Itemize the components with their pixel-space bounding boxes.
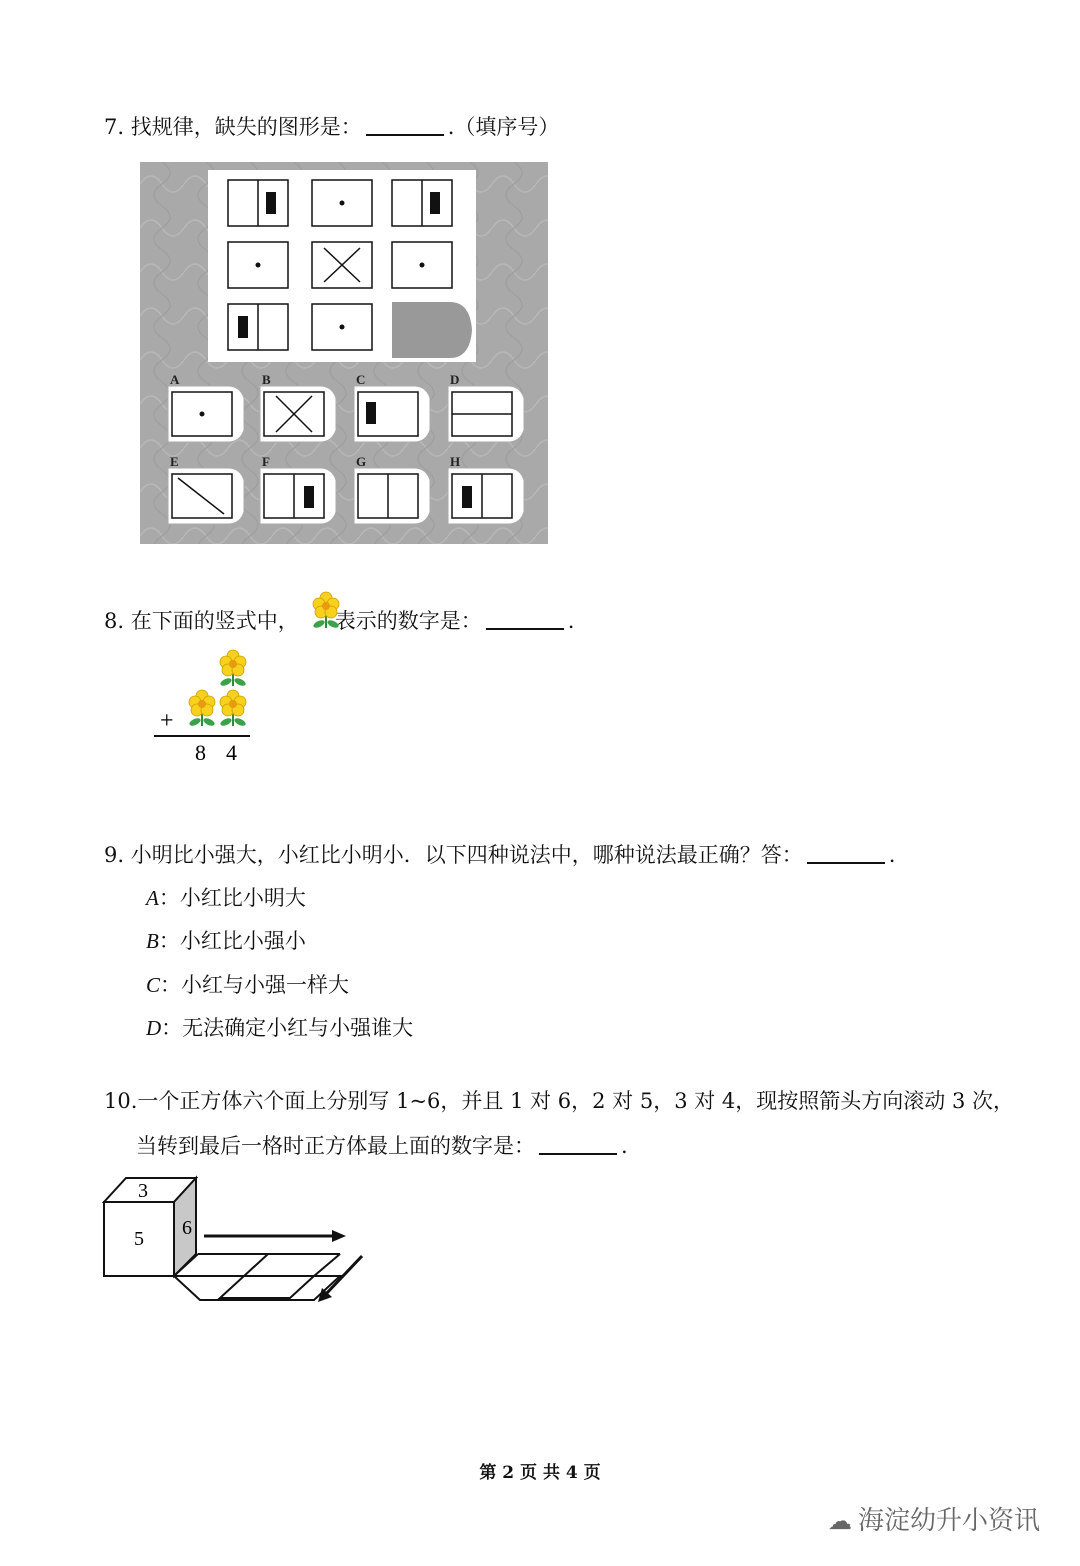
option-label: B bbox=[262, 372, 271, 387]
missing-cell bbox=[392, 302, 472, 358]
q9-text: 小明比小强大，小红比小明小．以下四种说法中，哪种说法最正确？答： bbox=[130, 843, 803, 867]
wechat-icon: ☁ bbox=[827, 1507, 852, 1535]
result-digit: 4 bbox=[226, 740, 237, 765]
question-10-line-1 bbox=[104, 1086, 1014, 1116]
grid-cell-8 bbox=[312, 304, 372, 350]
option-h bbox=[448, 468, 524, 524]
option-g bbox=[354, 468, 430, 524]
q8-answer-blank[interactable] bbox=[486, 608, 564, 630]
q8-tail: . bbox=[567, 609, 575, 633]
option-label: F bbox=[262, 454, 270, 469]
grid-cell-6 bbox=[392, 242, 452, 288]
option-letter: D bbox=[146, 1016, 162, 1040]
q9-number: 9. bbox=[104, 843, 125, 867]
cube-front-number: 5 bbox=[134, 1228, 144, 1250]
option-text: ：小红比小明大 bbox=[158, 886, 306, 910]
q9-option-c[interactable] bbox=[146, 970, 349, 1000]
option-a bbox=[168, 386, 244, 442]
flower-icon bbox=[306, 586, 346, 636]
question-7 bbox=[104, 112, 559, 142]
option-text: ：小红比小强小 bbox=[158, 929, 306, 953]
option-label: H bbox=[450, 454, 461, 469]
q10-text-2: 当转到最后一格时正方体最上面的数字是： bbox=[136, 1134, 535, 1158]
plus-sign: + bbox=[160, 708, 174, 734]
q8-number: 8. bbox=[104, 609, 125, 633]
option-label: G bbox=[356, 454, 367, 469]
q9-tail: . bbox=[888, 843, 896, 867]
option-label: D bbox=[450, 372, 460, 387]
q7-tail: .（填序号） bbox=[447, 115, 560, 139]
option-letter: C bbox=[146, 973, 161, 997]
q9-option-b[interactable] bbox=[146, 926, 306, 956]
option-label: C bbox=[356, 372, 366, 387]
q7-answer-blank[interactable] bbox=[366, 114, 444, 136]
grid-cell-4 bbox=[228, 242, 288, 288]
q7-text: 找规律，缺失的图形是： bbox=[130, 115, 362, 139]
q10-answer-blank[interactable] bbox=[539, 1133, 617, 1155]
page-footer: 第 2 页 共 4 页 bbox=[479, 1463, 601, 1483]
q10-text-1: 一个正方体六个面上分别写 1~6，并且 1 对 6，2 对 5，3 对 4，现按照箭头方向滚动 3 次， bbox=[137, 1089, 1014, 1113]
grid-cell-1 bbox=[228, 180, 288, 226]
vertical-addition bbox=[150, 644, 260, 768]
option-text: ：小红与小强一样大 bbox=[160, 973, 350, 997]
option-c bbox=[354, 386, 430, 442]
option-d bbox=[448, 386, 524, 442]
q8-text-after: 表示的数字是： bbox=[334, 609, 482, 633]
option-f bbox=[260, 468, 336, 524]
grid-cell-2 bbox=[312, 180, 372, 226]
question-9 bbox=[104, 840, 895, 870]
cube-rolling-diagram bbox=[100, 1170, 370, 1306]
option-label: E bbox=[170, 454, 179, 469]
option-e bbox=[168, 468, 244, 524]
option-b bbox=[260, 386, 336, 442]
option-text: ：无法确定小红与小强谁大 bbox=[161, 1016, 414, 1040]
q9-answer-blank[interactable] bbox=[807, 842, 885, 864]
option-letter: B bbox=[146, 929, 159, 953]
question-10-line-2 bbox=[136, 1131, 628, 1161]
pattern-puzzle bbox=[140, 162, 548, 544]
grid-cell-7 bbox=[228, 304, 288, 350]
option-label: A bbox=[170, 372, 180, 387]
q9-option-a[interactable] bbox=[146, 883, 306, 913]
q9-option-d[interactable] bbox=[146, 1013, 413, 1043]
q10-tail: . bbox=[621, 1134, 628, 1158]
q10-number: 10. bbox=[104, 1089, 138, 1113]
result-digit: 8 bbox=[195, 740, 206, 765]
watermark-text: 海淀幼升小资讯 bbox=[857, 1506, 1040, 1536]
grid-cell-3 bbox=[392, 180, 452, 226]
cube-side-number: 6 bbox=[182, 1217, 192, 1239]
grid-cell-5 bbox=[312, 242, 372, 288]
q7-number: 7. bbox=[104, 115, 125, 139]
watermark bbox=[828, 1500, 1040, 1537]
cube-top-number: 3 bbox=[138, 1180, 148, 1202]
q8-text-before: 在下面的竖式中， bbox=[130, 609, 299, 633]
option-letter: A bbox=[146, 886, 159, 910]
